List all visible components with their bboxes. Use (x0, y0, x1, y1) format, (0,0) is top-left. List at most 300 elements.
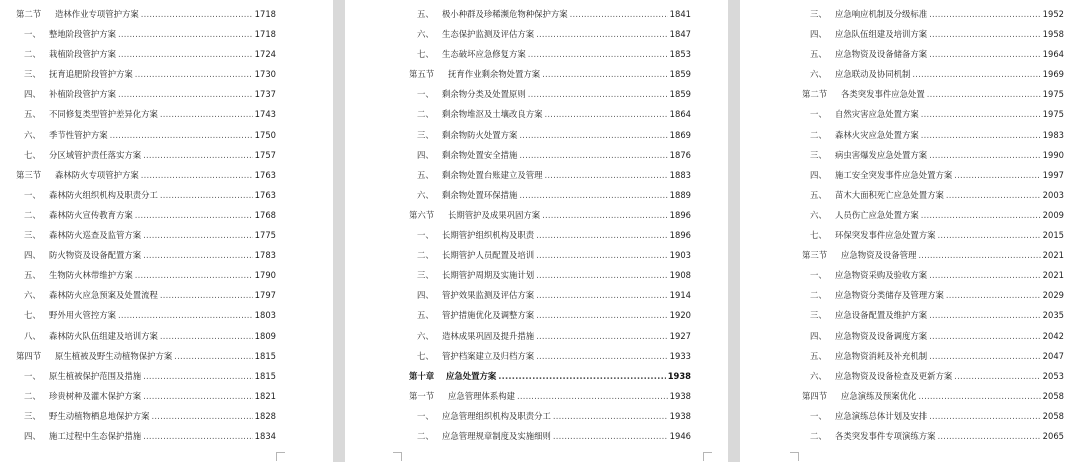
toc-subsection-entry[interactable] (409, 265, 691, 285)
toc-subsection-entry[interactable] (16, 44, 276, 64)
toc-entry-page-number: 1869 (669, 129, 691, 140)
toc-entry-page-number: 1896 (669, 209, 691, 220)
dot-leader (954, 366, 1040, 386)
toc-entry-title: 森林防火巡查及监管方案 (49, 230, 142, 241)
toc-subsection-entry[interactable] (409, 245, 691, 265)
toc-entry-title: 环保突发事件应急处置方案 (835, 230, 936, 241)
toc-subsection-entry[interactable] (409, 305, 691, 325)
dot-leader (517, 386, 668, 406)
toc-entry-number: 四、 (24, 89, 41, 100)
toc-subsection-entry[interactable] (409, 326, 691, 346)
toc-entry-number: 一、 (24, 370, 41, 381)
toc-entry-number: 六、 (417, 189, 434, 200)
toc-entry-page-number: 1938 (669, 390, 691, 401)
toc-entry-title: 应急响应机制及分级标准 (835, 9, 928, 19)
dot-leader (536, 24, 668, 44)
dot-leader (160, 326, 253, 346)
toc-subsection-entry[interactable] (802, 205, 1064, 225)
toc-entry-page-number: 1750 (254, 129, 276, 140)
dot-leader (536, 305, 668, 325)
dot-leader (929, 265, 1041, 285)
toc-entry-title: 剩余物处置台账建立及管理 (442, 169, 543, 180)
toc-entry-page-number: 1743 (254, 109, 276, 120)
toc-entry-number: 四、 (24, 250, 41, 261)
dot-leader (528, 84, 668, 104)
toc-entry-number: 三、 (810, 9, 827, 19)
dot-leader (918, 386, 1040, 406)
toc-entry-title: 剩余物处置安全措施 (442, 149, 518, 160)
toc-entry-title: 自然灾害应急处置方案 (835, 109, 919, 120)
toc-subsection-entry[interactable] (16, 145, 276, 165)
toc-section-entry[interactable] (802, 245, 1064, 265)
toc-subsection-entry[interactable] (802, 346, 1064, 366)
toc-entry-page-number: 2065 (1042, 430, 1064, 441)
toc-subsection-entry[interactable] (409, 24, 691, 44)
toc-subsection-entry[interactable] (802, 305, 1064, 325)
dot-leader (542, 205, 668, 225)
toc-entry-page-number: 1908 (669, 270, 691, 281)
toc-entry-number: 一、 (810, 109, 827, 120)
dot-leader (135, 205, 253, 225)
toc-entry-title: 应急演练及预案优化 (841, 390, 917, 401)
toc-entry-page-number: 1797 (254, 290, 276, 301)
dot-leader (553, 426, 668, 446)
toc-entry-page-number: 1964 (1042, 49, 1064, 60)
toc-subsection-entry[interactable] (16, 406, 276, 426)
toc-section-entry[interactable] (409, 205, 691, 225)
toc-entry-number: 五、 (810, 350, 827, 361)
toc-entry-title: 应急物资及设备检查及更新方案 (835, 370, 953, 381)
toc-entry-title: 施工安全突发事件应急处置方案 (835, 169, 953, 180)
toc-entry-number: 四、 (810, 330, 827, 341)
toc-entry-number: 五、 (24, 109, 41, 120)
toc-entry-number: 四、 (24, 430, 41, 441)
toc-entry-title: 原生植被保护范围及措施 (49, 370, 142, 381)
toc-entry-page-number: 1889 (669, 189, 691, 200)
dot-leader (536, 326, 668, 346)
toc-entry-number: 二、 (417, 430, 434, 441)
toc-entry-page-number: 1718 (254, 9, 276, 19)
toc-subsection-entry[interactable] (409, 406, 691, 426)
toc-entry-page-number: 1914 (669, 290, 691, 301)
toc-entry-number: 三、 (417, 270, 434, 281)
toc-section-entry[interactable] (16, 346, 276, 366)
toc-entry-title: 病虫害爆发应急处置方案 (835, 149, 928, 160)
toc-subsection-entry[interactable] (802, 64, 1064, 84)
toc-entry-title: 抚育追肥阶段管护方案 (49, 69, 133, 80)
toc-entry-page-number: 1775 (254, 230, 276, 241)
toc-entry-number: 七、 (810, 230, 827, 241)
dot-leader (921, 205, 1041, 225)
toc-entry-page-number: 1938 (667, 370, 691, 381)
crop-mark (393, 452, 402, 461)
toc-section-entry[interactable] (409, 386, 691, 406)
toc-entry-title: 生物防火林带维护方案 (49, 270, 133, 281)
toc-subsection-entry[interactable] (16, 285, 276, 305)
dot-leader (528, 44, 668, 64)
toc-entry-title: 应急物资采购及验收方案 (835, 270, 928, 281)
toc-entry-page-number: 1809 (254, 330, 276, 341)
toc-entry-title: 应急物资分类储存及管理方案 (835, 290, 944, 301)
toc-entry-title: 剩余物防火处置方案 (442, 129, 518, 140)
toc-entry-page-number: 2053 (1042, 370, 1064, 381)
toc-entry-number: 五、 (417, 310, 434, 321)
toc-entry-page-number: 1853 (669, 49, 691, 60)
dot-leader (143, 386, 253, 406)
toc-entry-page-number: 1790 (254, 270, 276, 281)
toc-subsection-entry[interactable] (16, 225, 276, 245)
toc-entry-number: 四、 (810, 169, 827, 180)
toc-entry-title: 应急物资及设备储备方案 (835, 49, 928, 60)
toc-entry-page-number: 1783 (254, 250, 276, 261)
toc-section-entry[interactable] (16, 165, 276, 185)
toc-entry-number: 二、 (417, 109, 434, 120)
toc-subsection-entry[interactable] (16, 104, 276, 124)
toc-entry-number: 二、 (24, 390, 41, 401)
dot-leader (938, 225, 1041, 245)
toc-entry-page-number: 1938 (669, 410, 691, 421)
toc-entry-number: 第四节 (16, 350, 42, 361)
dot-leader (929, 305, 1041, 325)
toc-entry-title: 森林火灾应急处置方案 (835, 129, 919, 140)
toc-entry-number: 六、 (810, 69, 827, 80)
toc-subsection-entry[interactable] (802, 165, 1064, 185)
toc-entry-page-number: 1718 (254, 29, 276, 40)
toc-entry-page-number: 2042 (1042, 330, 1064, 341)
toc-subsection-entry[interactable] (802, 145, 1064, 165)
dot-leader (921, 104, 1041, 124)
toc-entry-number: 二、 (24, 209, 41, 220)
dot-leader (143, 245, 253, 265)
toc-subsection-entry[interactable] (409, 125, 691, 145)
toc-subsection-entry[interactable] (802, 426, 1064, 446)
toc-entry-page-number: 1803 (254, 310, 276, 321)
toc-subsection-entry[interactable] (802, 24, 1064, 44)
toc-entry-page-number: 1876 (669, 149, 691, 160)
toc-entry-number: 八、 (24, 330, 41, 341)
toc-entry-number: 一、 (810, 270, 827, 281)
toc-entry-number: 第三节 (802, 250, 828, 261)
toc-entry-page-number: 1864 (669, 109, 691, 120)
toc-subsection-entry[interactable] (802, 44, 1064, 64)
toc-entry-title: 应急演练总体计划及安排 (835, 410, 928, 421)
toc-entry-page-number: 1821 (254, 390, 276, 401)
toc-entry-title: 各类突发事件专项演练方案 (835, 430, 936, 441)
toc-entry-page-number: 2009 (1042, 209, 1064, 220)
toc-subsection-entry[interactable] (409, 4, 691, 24)
toc-entry-number: 五、 (417, 169, 434, 180)
toc-entry-page-number: 1975 (1042, 89, 1064, 100)
dot-leader (519, 185, 667, 205)
dot-leader (152, 406, 253, 426)
toc-subsection-entry[interactable] (16, 366, 276, 386)
toc-entry-number: 六、 (810, 370, 827, 381)
toc-entry-page-number: 2035 (1042, 310, 1064, 321)
toc-entry-page-number: 1737 (254, 89, 276, 100)
toc-entry-number: 三、 (810, 149, 827, 160)
toc-section-entry[interactable] (409, 64, 691, 84)
toc-entry-number: 七、 (417, 49, 434, 60)
toc-entry-title: 季节性管护方案 (49, 129, 108, 140)
dot-leader (536, 245, 668, 265)
toc-entry-title: 人员伤亡应急处置方案 (835, 209, 919, 220)
toc-entry-number: 六、 (810, 209, 827, 220)
toc-entry-number: 五、 (810, 189, 827, 200)
dot-leader (143, 225, 253, 245)
dot-leader (174, 346, 252, 366)
toc-entry-number: 一、 (417, 410, 434, 421)
toc-entry-title: 长期管护及成果巩固方案 (448, 209, 541, 220)
toc-entry-title: 长期管护人员配置及培训 (442, 250, 535, 261)
toc-subsection-entry[interactable] (16, 24, 276, 44)
toc-subsection-entry[interactable] (16, 326, 276, 346)
dot-leader (929, 346, 1041, 366)
toc-entry-number: 三、 (810, 310, 827, 321)
toc-entry-number: 三、 (417, 129, 434, 140)
toc-subsection-entry[interactable] (16, 64, 276, 84)
toc-list (409, 4, 691, 446)
toc-list (802, 4, 1064, 446)
toc-entry-page-number: 1952 (1042, 9, 1064, 19)
toc-chapter-entry[interactable] (409, 366, 691, 386)
toc-entry-title: 应急管理组织机构及职责分工 (442, 410, 551, 421)
toc-subsection-entry[interactable] (16, 205, 276, 225)
dot-leader (143, 145, 253, 165)
toc-subsection-entry[interactable] (802, 285, 1064, 305)
toc-entry-title: 管护效果监测及评估方案 (442, 290, 535, 301)
toc-entry-page-number: 1815 (254, 370, 276, 381)
dot-leader (160, 185, 253, 205)
toc-entry-page-number: 1834 (254, 430, 276, 441)
toc-subsection-entry[interactable] (802, 265, 1064, 285)
toc-subsection-entry[interactable] (802, 4, 1064, 24)
toc-entry-title: 应急物资及设备管理 (841, 250, 917, 261)
toc-entry-number: 二、 (417, 250, 434, 261)
toc-entry-number: 六、 (24, 290, 41, 301)
toc-entry-page-number: 1763 (254, 189, 276, 200)
dot-leader (536, 265, 668, 285)
toc-entry-title: 应急管理规章制度及实施细则 (442, 430, 551, 441)
toc-entry-title: 应急物资消耗及补充机制 (835, 350, 928, 361)
toc-subsection-entry[interactable] (802, 104, 1064, 124)
toc-entry-number: 七、 (417, 350, 434, 361)
toc-entry-page-number: 1896 (669, 230, 691, 241)
toc-entry-page-number: 2021 (1042, 250, 1064, 261)
toc-entry-page-number: 1946 (669, 430, 691, 441)
dot-leader (921, 125, 1041, 145)
toc-entry-page-number: 1859 (669, 69, 691, 80)
toc-entry-page-number: 1841 (669, 9, 691, 19)
toc-entry-number: 第二节 (16, 9, 42, 19)
toc-entry-number: 一、 (24, 189, 41, 200)
document-page-middle (345, 0, 728, 462)
toc-entry-page-number: 1990 (1042, 149, 1064, 160)
toc-entry-number: 五、 (810, 49, 827, 60)
dot-leader (545, 104, 668, 124)
toc-subsection-entry[interactable] (409, 165, 691, 185)
toc-entry-page-number: 1927 (669, 330, 691, 341)
toc-entry-title: 森林防火专项管护方案 (55, 169, 139, 180)
dot-leader (135, 265, 253, 285)
toc-entry-number: 五、 (417, 9, 434, 19)
dot-leader (929, 24, 1041, 44)
toc-entry-number: 七、 (24, 310, 41, 321)
toc-entry-title: 整地阶段管护方案 (49, 29, 116, 40)
toc-entry-title: 森林防火队伍组建及培训方案 (49, 330, 158, 341)
toc-section-entry[interactable] (802, 386, 1064, 406)
toc-subsection-entry[interactable] (802, 225, 1064, 245)
toc-entry-title: 防火物资及设备配置方案 (49, 250, 142, 261)
toc-subsection-entry[interactable] (802, 406, 1064, 426)
toc-subsection-entry[interactable] (409, 84, 691, 104)
dot-leader (519, 125, 667, 145)
toc-entry-title: 极小种群及珍稀濒危物种保护方案 (442, 9, 568, 19)
toc-entry-number: 一、 (417, 89, 434, 100)
toc-subsection-entry[interactable] (802, 366, 1064, 386)
toc-entry-page-number: 1969 (1042, 69, 1064, 80)
toc-subsection-entry[interactable] (802, 326, 1064, 346)
toc-entry-page-number: 2003 (1042, 189, 1064, 200)
dot-leader (143, 426, 253, 446)
toc-entry-title: 应急设备配置及维护方案 (835, 310, 928, 321)
dot-leader (135, 64, 253, 84)
dot-leader (912, 64, 1040, 84)
toc-subsection-entry[interactable] (409, 285, 691, 305)
toc-entry-title: 管护档案建立及归档方案 (442, 350, 535, 361)
dot-leader (118, 44, 253, 64)
toc-entry-page-number: 2047 (1042, 350, 1064, 361)
toc-entry-page-number: 1757 (254, 149, 276, 160)
toc-entry-title: 不同修复类型管护差异化方案 (49, 109, 158, 120)
toc-entry-title: 造林成果巩固及提升措施 (442, 330, 535, 341)
toc-entry-page-number: 1730 (254, 69, 276, 80)
toc-entry-number: 第四节 (802, 390, 828, 401)
dot-leader (570, 4, 668, 24)
toc-entry-page-number: 1815 (254, 350, 276, 361)
toc-entry-page-number: 1847 (669, 29, 691, 40)
toc-entry-number: 一、 (417, 230, 434, 241)
toc-entry-title: 生态破坏应急修复方案 (442, 49, 526, 60)
dot-leader (553, 406, 668, 426)
document-page-left (0, 0, 333, 462)
dot-leader (160, 285, 253, 305)
toc-entry-page-number: 1920 (669, 310, 691, 321)
toc-entry-number: 六、 (24, 129, 41, 140)
toc-section-entry[interactable] (802, 84, 1064, 104)
toc-subsection-entry[interactable] (16, 305, 276, 325)
toc-subsection-entry[interactable] (409, 346, 691, 366)
toc-subsection-entry[interactable] (16, 426, 276, 446)
dot-leader (927, 84, 1041, 104)
toc-entry-page-number: 1933 (669, 350, 691, 361)
toc-entry-number: 四、 (417, 290, 434, 301)
toc-entry-number: 第一节 (409, 390, 435, 401)
toc-subsection-entry[interactable] (16, 386, 276, 406)
toc-entry-number: 第十章 (409, 370, 435, 381)
toc-subsection-entry[interactable] (409, 185, 691, 205)
toc-entry-title: 应急队伍组建及培训方案 (835, 29, 928, 40)
toc-subsection-entry[interactable] (409, 104, 691, 124)
toc-subsection-entry[interactable] (409, 426, 691, 446)
toc-entry-number: 一、 (810, 410, 827, 421)
toc-entry-title: 野生动植物栖息地保护方案 (49, 410, 150, 421)
toc-subsection-entry[interactable] (16, 245, 276, 265)
toc-entry-number: 二、 (24, 49, 41, 60)
dot-leader (929, 4, 1041, 24)
toc-entry-number: 六、 (417, 330, 434, 341)
toc-subsection-entry[interactable] (409, 225, 691, 245)
dot-leader (545, 165, 668, 185)
toc-subsection-entry[interactable] (802, 125, 1064, 145)
toc-entry-title: 应急管理体系构建 (448, 390, 515, 401)
toc-entry-title: 剩余物处置环保措施 (442, 189, 518, 200)
toc-entry-page-number: 1983 (1042, 129, 1064, 140)
toc-entry-number: 第六节 (409, 209, 435, 220)
dot-leader (118, 84, 253, 104)
toc-entry-number: 六、 (417, 29, 434, 40)
dot-leader (929, 44, 1041, 64)
toc-entry-number: 三、 (24, 230, 41, 241)
toc-subsection-entry[interactable] (409, 44, 691, 64)
toc-entry-title: 应急处置方案 (446, 370, 497, 381)
dot-leader (918, 245, 1040, 265)
dot-leader (143, 366, 253, 386)
toc-subsection-entry[interactable] (16, 265, 276, 285)
dot-leader (118, 305, 253, 325)
toc-entry-page-number: 2058 (1042, 410, 1064, 421)
toc-entry-page-number: 1859 (669, 89, 691, 100)
crop-mark (276, 452, 285, 461)
toc-entry-title: 补植阶段管护方案 (49, 89, 116, 100)
toc-subsection-entry[interactable] (409, 145, 691, 165)
toc-section-entry[interactable] (16, 4, 276, 24)
toc-entry-number: 三、 (24, 69, 41, 80)
toc-entry-number: 四、 (810, 29, 827, 40)
toc-entry-page-number: 1883 (669, 169, 691, 180)
toc-entry-title: 野外用火管控方案 (49, 310, 116, 321)
dot-leader (536, 346, 668, 366)
toc-subsection-entry[interactable] (16, 84, 276, 104)
toc-entry-number: 一、 (24, 29, 41, 40)
toc-entry-title: 长期管护组织机构及职责 (442, 230, 535, 241)
toc-entry-page-number: 1975 (1042, 109, 1064, 120)
toc-entry-title: 森林防火组织机构及职责分工 (49, 189, 158, 200)
dot-leader (536, 285, 668, 305)
toc-entry-page-number: 2058 (1042, 390, 1064, 401)
dot-leader (954, 165, 1040, 185)
toc-subsection-entry[interactable] (802, 185, 1064, 205)
toc-entry-title: 剩余物堆沤及土壤改良方案 (442, 109, 543, 120)
toc-subsection-entry[interactable] (16, 185, 276, 205)
dot-leader (946, 285, 1041, 305)
toc-entry-page-number: 1828 (254, 410, 276, 421)
dot-leader (141, 165, 253, 185)
toc-entry-title: 长期管护周期及实施计划 (442, 270, 535, 281)
dot-leader (118, 24, 253, 44)
toc-entry-number: 二、 (810, 290, 827, 301)
document-page-right (740, 0, 1080, 462)
crop-mark (790, 452, 799, 461)
toc-entry-title: 栽植阶段管护方案 (49, 49, 116, 60)
toc-entry-number: 第三节 (16, 169, 42, 180)
toc-entry-number: 二、 (810, 129, 827, 140)
toc-entry-page-number: 1903 (669, 250, 691, 261)
toc-entry-page-number: 1768 (254, 209, 276, 220)
toc-subsection-entry[interactable] (16, 125, 276, 145)
toc-entry-page-number: 1724 (254, 49, 276, 60)
toc-entry-number: 四、 (417, 149, 434, 160)
dot-leader (929, 406, 1041, 426)
